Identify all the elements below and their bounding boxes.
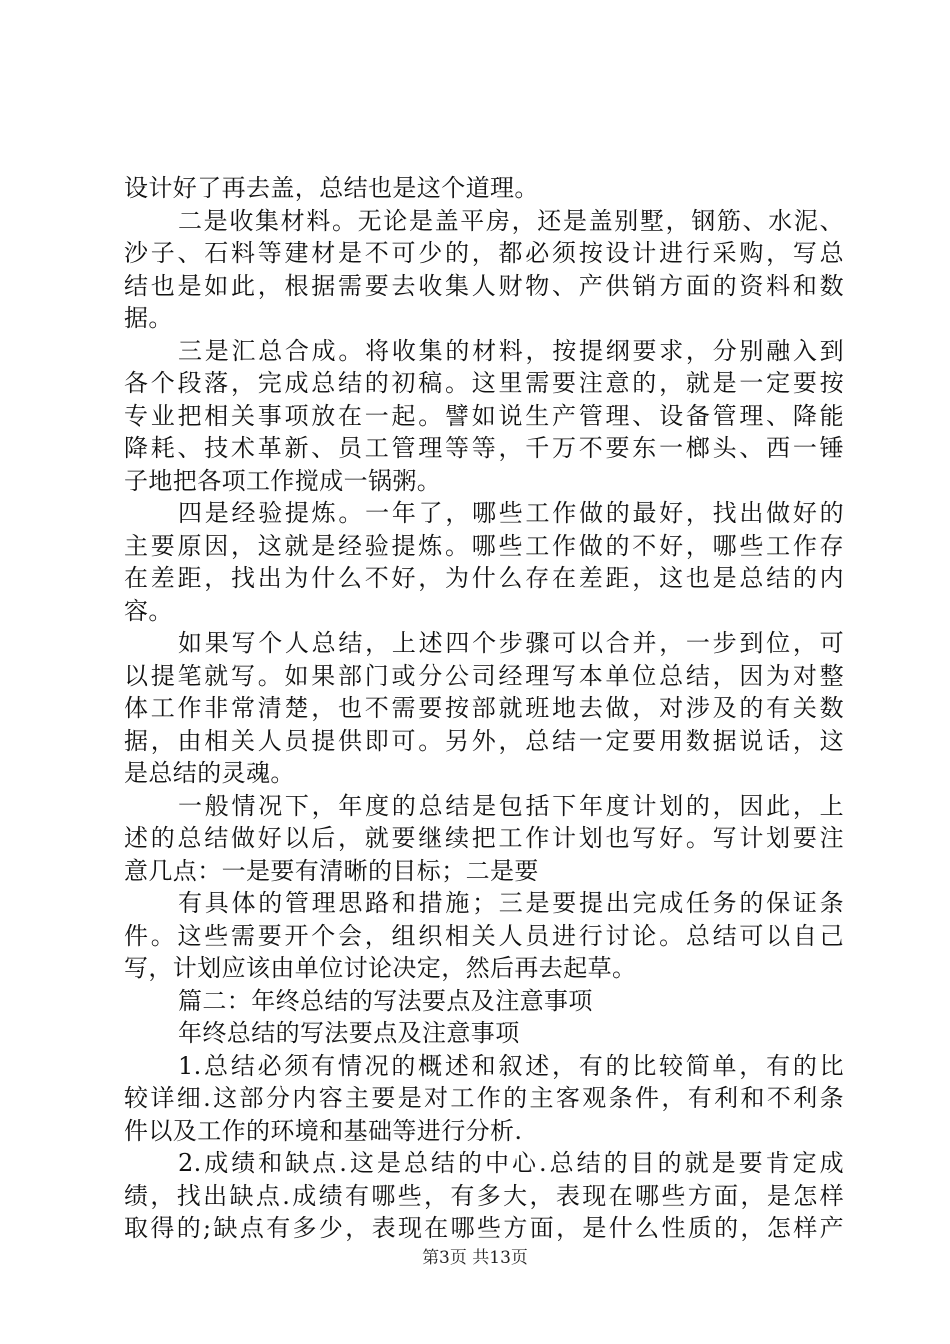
text-line: 绩，找出缺点.成绩有哪些，有多大，表现在哪些方面，是怎样 [124,1181,844,1210]
text-line: 主要原因，这就是经验提炼。哪些工作做的不好，哪些工作存 [124,531,844,560]
text-line: 子地把各项工作搅成一锅粥。 [124,466,442,495]
text-line: 体工作非常清楚，也不需要按部就班地去做，对涉及的有关数 [124,694,844,722]
text-line: 篇二：年终总结的写法要点及注意事项 [178,986,593,1015]
text-line: 件以及工作的环境和基础等进行分析. [124,1116,523,1145]
text-line: 沙子、石料等建材是不可少的，都必须按设计进行采购，写总 [124,239,844,267]
text-line: 意几点：一是要有清晰的目标；二是要 [124,856,539,885]
text-line: 容。 [124,596,173,625]
text-line: 2.成绩和缺点.这是总结的中心.总结的目的就是要肯定成 [178,1149,844,1177]
text-line: 结也是如此，根据需要去收集人财物、产供销方面的资料和数 [124,271,844,300]
text-line: 在差距，找出为什么不好，为什么存在差距，这也是总结的内 [124,564,844,592]
text-line: 三是汇总合成。将收集的材料，按提纲要求，分别融入到 [178,336,844,365]
text-line: 降耗、技术革新、员工管理等等，千万不要东一榔头、西一锤 [124,434,844,462]
text-line: 1.总结必须有情况的概述和叙述，有的比较简单，有的比 [178,1051,844,1080]
text-line: 如果写个人总结，上述四个步骤可以合并，一步到位，可 [178,629,844,657]
text-line: 较详细.这部分内容主要是对工作的主客观条件，有利和不利条 [124,1084,844,1112]
text-line: 一般情况下，年度的总结是包括下年度计划的，因此，上 [178,791,844,820]
text-line: 取得的;缺点有多少，表现在哪些方面，是什么性质的，怎样产 [124,1214,844,1242]
text-line: 据，由相关人员提供即可。另外，总结一定要用数据说话，这 [124,726,844,755]
text-line: 写，计划应该由单位讨论决定，然后再去起草。 [124,954,637,982]
page-footer: 第3页 共13页 [422,1248,528,1268]
body-text [124,172,844,1245]
text-line: 二是收集材料。无论是盖平房，还是盖别墅，钢筋、水泥、 [178,206,844,235]
text-line: 是总结的灵魂。 [124,759,295,787]
text-line: 件。这些需要开个会，组织相关人员进行讨论。总结可以自己 [124,921,844,950]
text-line: 以提笔就写。如果部门或分公司经理写本单位总结，因为对整 [124,661,844,690]
text-line: 有具体的管理思路和措施；三是要提出完成任务的保证条 [178,889,844,917]
text-line: 四是经验提炼。一年了，哪些工作做的最好，找出做好的 [178,499,844,527]
text-line: 年终总结的写法要点及注意事项 [178,1019,520,1047]
text-line: 专业把相关事项放在一起。譬如说生产管理、设备管理、降能 [124,401,844,430]
text-line: 各个段落，完成总结的初稿。这里需要注意的，就是一定要按 [124,369,844,397]
text-line: 述的总结做好以后，就要继续把工作计划也写好。写计划要注 [124,824,844,852]
text-line: 据。 [124,304,173,332]
text-line: 设计好了再去盖，总结也是这个道理。 [124,174,539,202]
